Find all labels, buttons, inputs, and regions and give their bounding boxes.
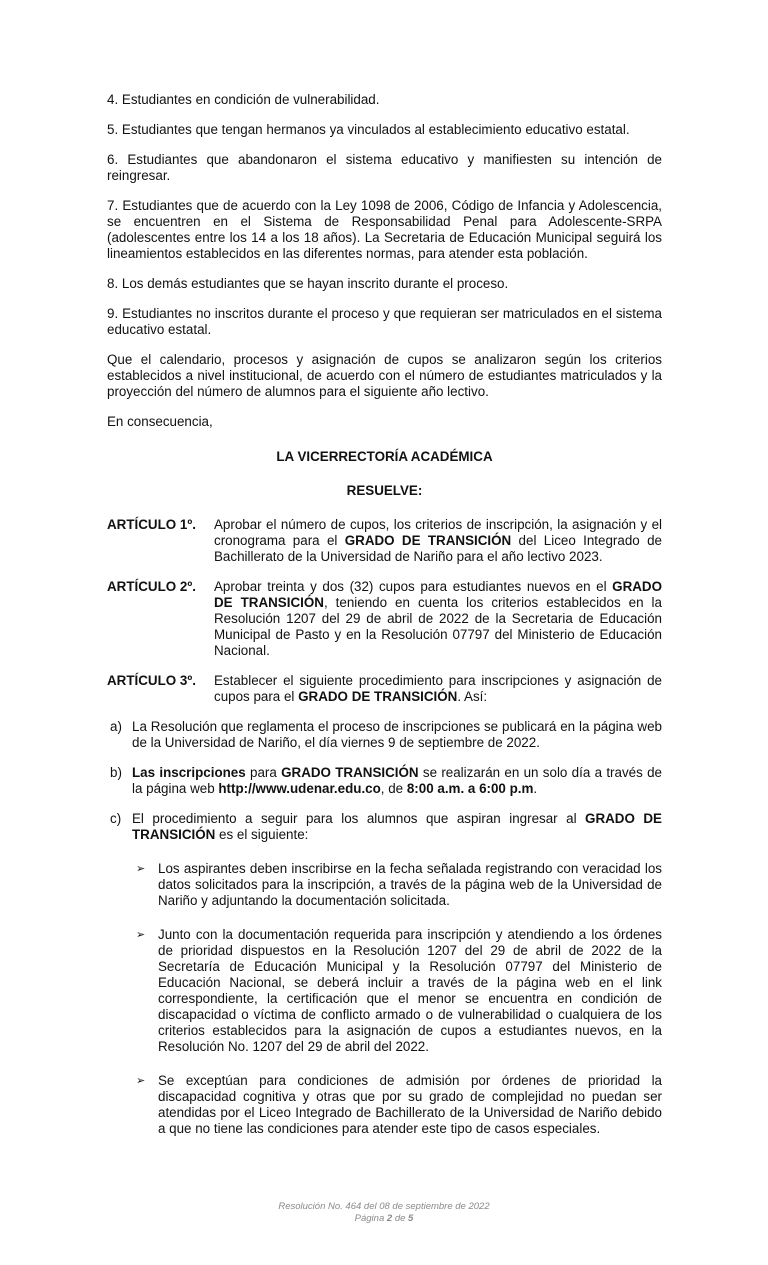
heading-resuelve: RESUELVE: — [346, 483, 423, 498]
article-label: ARTÍCULO 2º. — [107, 579, 196, 594]
paragraph-consecuencia: En consecuencia, — [107, 414, 213, 429]
item-label: a) — [110, 719, 122, 734]
paragraph-que: Que el calendario, procesos y asignación de cupos se analizaron según los criterios establecidos a nivel institucional, de acuerdo con el número de estudiantes matriculados y la proyección del número de alumnos para el siguiente año lectivo. — [107, 352, 662, 399]
item-a — [110, 719, 662, 751]
arrow-bullet-icon: ➢ — [136, 929, 146, 941]
item-b — [110, 765, 662, 797]
item-label: c) — [110, 811, 122, 826]
document-body — [107, 92, 662, 1151]
list-item: 4. Estudiantes en condición de vulnerabilidad. — [107, 92, 380, 107]
bullet-item — [136, 1073, 662, 1137]
list-item: 5. Estudiantes que tengan hermanos ya vinculados al establecimiento educativo estatal. — [107, 122, 630, 137]
item-text: La Resolución que reglamenta el proceso de inscripciones se publicará en la página web de la Universidad de Nariño, el día viernes 9 de septiembre de 2022. — [132, 719, 662, 750]
bullet-item — [136, 927, 662, 1055]
list-item: 9. Estudiantes no inscritos durante el proceso y que requieran ser matriculados en el sistema educativo estatal. — [107, 306, 662, 337]
item-text: Las inscripciones para GRADO TRANSICIÓN se realizarán en un solo día a través de la página web http://www.udenar.edu.co, de 8:00 a.m. a 6:00 p.m. — [132, 765, 662, 796]
arrow-bullet-icon: ➢ — [136, 863, 146, 875]
article-2 — [107, 579, 662, 659]
footer-resolution: Resolución No. 464 del 08 de septiembre de 2022 — [278, 1201, 490, 1212]
article-text: Aprobar el número de cupos, los criterios de inscripción, la asignación y el cronograma para el GRADO DE TRANSICIÓN del Liceo Integrado de Bachillerato de la Universidad de Nariño para el año lectivo 2023. — [214, 517, 662, 564]
article-3 — [107, 673, 662, 705]
list-item: 7. Estudiantes que de acuerdo con la Ley 1098 de 2006, Código de Infancia y Adolescencia, se encuentren en el Sistema de Responsabilidad Penal para Adolescente-SRPA (adolescentes entre los 14 a los 18 años). La Secretaria de Educación Municipal seguirá los lineamientos establecidos en las diferentes normas, para atender esta población. — [107, 198, 662, 261]
website-link: http://www.udenar.edu.co — [218, 781, 381, 796]
list-item: 6. Estudiantes que abandonaron el sistema educativo y manifiesten su intención de reingresar. — [107, 152, 662, 183]
article-label: ARTÍCULO 3º. — [107, 673, 196, 688]
bullet-item — [136, 861, 662, 909]
arrow-bullet-icon: ➢ — [136, 1075, 146, 1087]
item-c — [110, 811, 662, 843]
bullet-text: Se exceptúan para condiciones de admisión por órdenes de prioridad la discapacidad cognitiva y otras que por su grado de complejidad no puedan ser atendidas por el Liceo Integrado de Bachillerato de la Universidad de Nariño debido a que no tiene las condiciones para atender este tipo de casos especiales. — [158, 1073, 662, 1136]
article-text: Aprobar treinta y dos (32) cupos para estudiantes nuevos en el GRADO DE TRANSICIÓN, teniendo en cuenta los criterios establecidos en la Resolución 1207 del 29 de abril de 2022 de la Secretaria de Educación Municipal de Pasto y en la Resolución 07797 del Ministerio de Educación Nacional. — [214, 579, 662, 658]
article-label: ARTÍCULO 1º. — [107, 517, 196, 532]
bullet-text: Los aspirantes deben inscribirse en la fecha señalada registrando con veracidad los datos solicitados para la inscripción, a través de la página web de la Universidad de Nariño y adjuntando la documentación solicitada. — [158, 861, 662, 908]
article-text: Establecer el siguiente procedimiento para inscripciones y asignación de cupos para el GRADO DE TRANSICIÓN. Así: — [214, 673, 662, 704]
bullet-text: Junto con la documentación requerida para inscripción y atendiendo a los órdenes de prioridad dispuestos en la Resolución 1207 del 29 de abril de 2022 de la Secretaría de Educación Municipal y la Resolución 07797 del Ministerio de Educación Nacional, se deberá incluir a través de la página web en el link correspondiente, la certificación que el menor se encuentra en condición de discapacidad o víctima de conflicto armado o de vulnerabilidad o cualquiera de los criterios establecidos para la asignación de cupos a estudiantes nuevos, en la Resolución No. 1207 del 29 de abril del 2022. — [158, 927, 662, 1054]
footer-page-number: Página 2 de 5 — [354, 1213, 414, 1224]
list-item: 8. Los demás estudiantes que se hayan inscrito durante el proceso. — [107, 276, 509, 291]
heading-vicerrectoria: LA VICERRECTORÍA ACADÉMICA — [276, 449, 493, 464]
item-text: El procedimiento a seguir para los alumnos que aspiran ingresar al GRADO DE TRANSICIÓN es el siguiente: — [132, 811, 662, 842]
item-label: b) — [110, 765, 122, 780]
article-1 — [107, 517, 662, 565]
page-footer — [0, 1201, 768, 1225]
